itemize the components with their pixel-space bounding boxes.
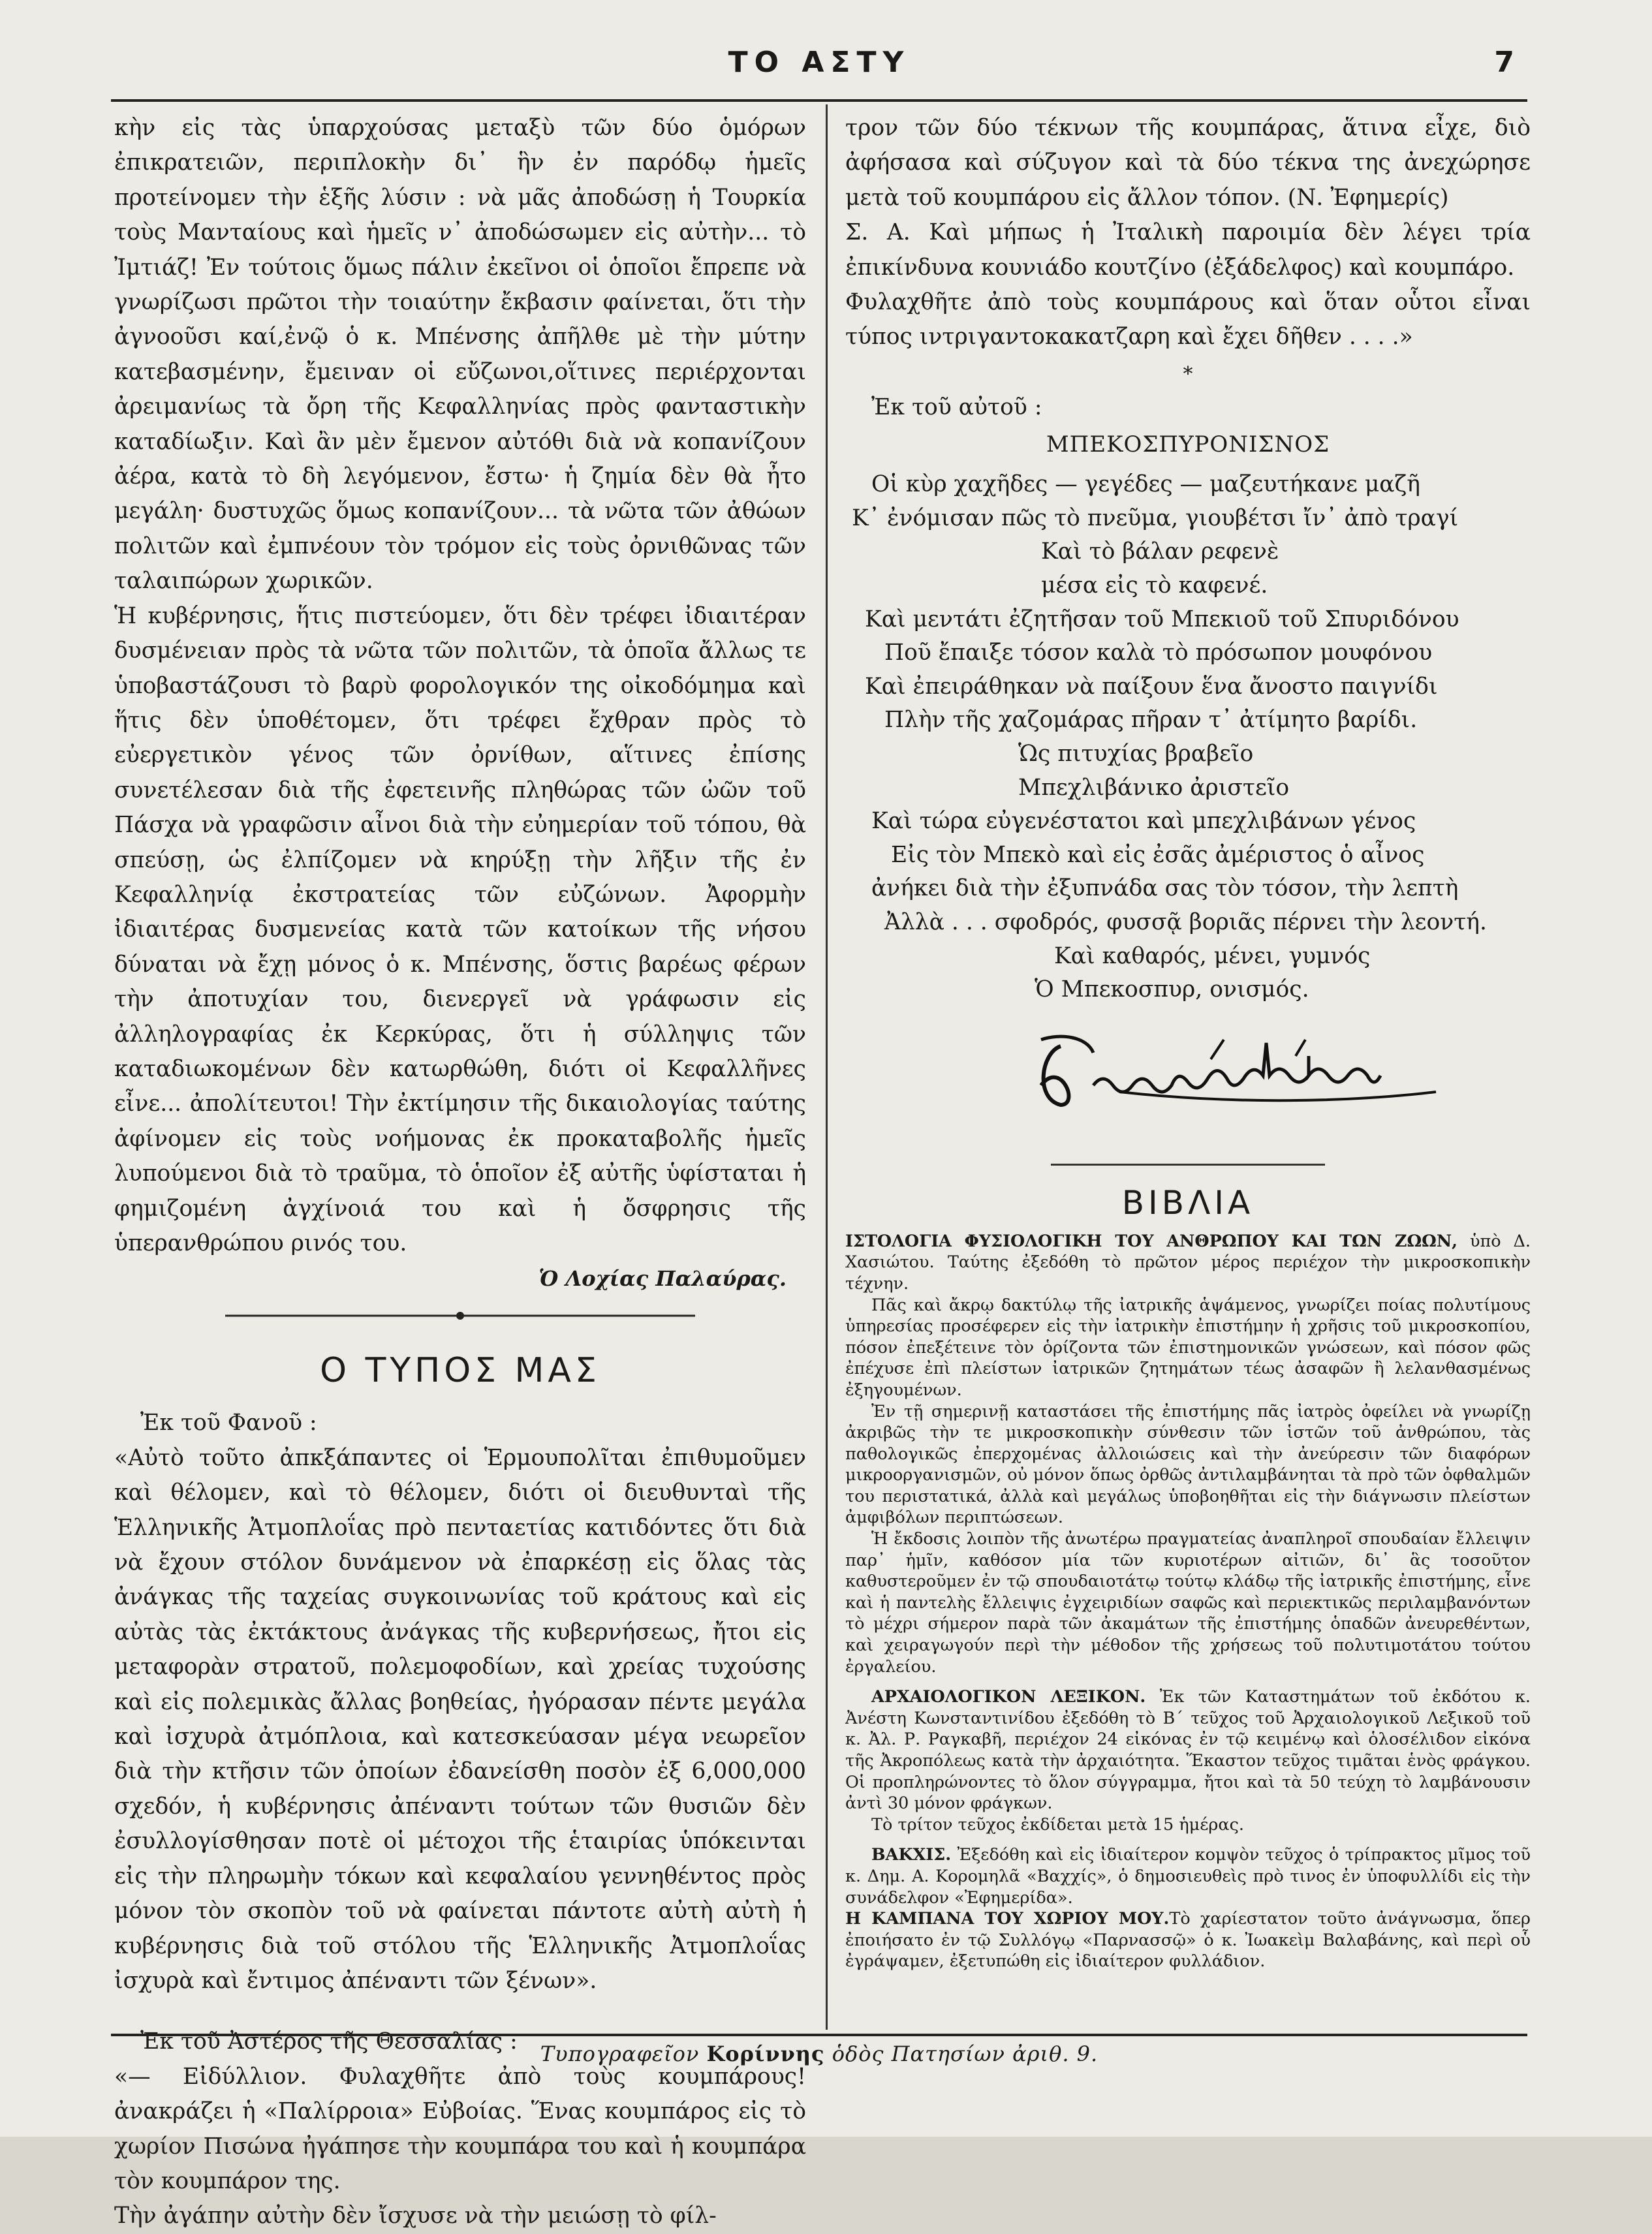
footer-rule	[111, 2034, 1527, 2036]
column-divider	[826, 104, 828, 2030]
poem-line: Ποῦ ἔπαιξε τόσον καλὰ τὸ πρόσωπον μουφόνου	[884, 640, 1433, 666]
article-paragraph: κὴν εἰς τὰς ὑπαρχούσας μεταξὺ τῶν δύο ὁμόρων ἐπικρατειῶν, περιπλοκὴν δι᾽ ἣν ἐν παρόδῳ ἡμεῖς προτείνομεν τὴν ἑξῆς λύσιν : νὰ μᾶς ἀποδώσῃ ἡ Τουρκία τοὺς Μανταίους καὶ ἡμεῖς ν᾽ ἀποδώσωμεν εἰς αὐτὴν... τὸ Ἰμτιάζ! Ἐν τούτοις ὅμως πάλιν ἐκεῖνοι οἱ ὁποῖοι ἔπρεπε νὰ γνωρίζωσι πρῶτοι τὴν τοιαύτην ἔκβασιν φαίνεται, ὅτι τὴν ἀγνοοῦσι καί,ἐνῷ ὁ κ. Μπένσης ἀπῆλθε μὲ τὴν μύτην κατεβασμένην, ἔμειναν οἱ εὔζωνοι,οἵτινες περιέρχονται ἀρειμανίως τὰ ὄρη τῆς Κεφαλληνίας πρὸς φανταστικὴν καταδίωξιν. Καὶ ἂν μὲν ἔμενον αὐτόθι διὰ νὰ κοπανίζουν ἀέρα, κατὰ τὸ δὴ λεγόμενον, ἔστω· ἡ ζημία δὲν θὰ ἦτο μεγάλη· δυστυχῶς ὅμως κοπανίζουν... τὰ νῶτα τῶν ἀθώων πολιτῶν καὶ ἐμπνέουν τὸν τρόμον εἰς τοὺς ὀρνιθῶνας τῶν ταλαιπώρων χωρικῶν.	[114, 115, 806, 595]
footer-printer-name: Κορίννης	[706, 2041, 825, 2066]
books-title: ΒΙΒΛΙΑ	[1121, 1183, 1255, 1222]
book-entry	[845, 1908, 1531, 1972]
poem-title: ΜΠΕΚΟΣΠΥΡΟΝΙΣΝΟΣ	[1046, 431, 1330, 458]
poem-line: Ἀλλὰ . . . σφοδρός, φυσσᾷ βοριᾶς πέρνει τὴν λεοντή.	[884, 908, 1487, 935]
footer-address: ὁδὸς Πατησίων ἀριθ. 9.	[832, 2041, 1099, 2066]
book-entry	[845, 1231, 1531, 1295]
books-section	[845, 1231, 1531, 1972]
article-paragraph: Σ. Α. Καὶ μήπως ἡ Ἰταλικὴ παροιμία δὲν λέγει τρία ἐπικίνδυνα κουνιάδο κουτζίνο (ἐξάδελφος) καὶ κουμπάρο.	[845, 219, 1531, 281]
left-column	[114, 111, 806, 2234]
book-entry	[845, 1844, 1531, 1908]
poem-line: ἀνήκει διὰ τὴν ἐξυπνάδα σας τὸν τόσον, τὴν λεπτὴ	[871, 875, 1459, 902]
poem-line: Μπεχλιβάνικο ἀριστεῖο	[1018, 774, 1290, 801]
article-paragraph: Φυλαχθῆτε ἀπὸ τοὺς κουμπάρους καὶ ὅταν οὗτοι εἶναι τύπος ιντριγαντοκακατζαρη καὶ ἔχει δῆθεν . . . .»	[845, 289, 1531, 350]
poem-line: Πλὴν τῆς χαζομάρας πῆραν τ᾽ ἀτίμητο βαρίδι.	[884, 707, 1418, 734]
poem-line: μέσα εἰς τὸ καφενέ.	[1041, 572, 1268, 599]
article-paragraph: «Αὐτὸ τοῦτο ἀπκξάπαντες οἱ Ἑρμουπολῖται ἐπιθυμοῦμεν καὶ θέλομεν, καὶ τὸ θέλομεν, διότι οἱ διευθυνταὶ τῆς Ἑλληνικῆς Ἀτμοπλοΐας πρὸ πενταετίας κατιδόντες ὅτι διὰ νὰ ἔχουν στόλον δυνάμενον νὰ ἐπαρκέσῃ εἰς ὅλας τὰς ἀνάγκας τῆς ταχείας συγκοινωνίας τοῦ κράτους καὶ εἰς αὐτὰς τὰς ἐκτάκτους ἀνάγκας τῆς κυβερνήσεως, ἤτοι εἰς μεταφορὰν στρατοῦ, πολεμοφοδίων, καὶ χρείας τυχούσης καὶ εἰς πολεμικὰς ἄλλας βοηθείας, ἠγόρασαν πέντε μεγάλα καὶ ἰσχυρὰ ἀτμόπλοια, καὶ κατεσκεύασαν μέγα νεωρεῖον διὰ τὴν κτῆσιν τῶν ὁποίων ἐδανείσθη ποσὸν ἐξ 6,000,000 σχεδόν, ἡ κυβέρνησις ἀπέναντι τούτων τῶν θυσιῶν δὲν ἐσυλλογίσθησαν ποτὲ οἱ μέτοχοι τῆς ἑταιρίας ὑπόκεινται εἰς τὴν πληρωμὴν τόκων καὶ κεφαλαίου γεννηθέντος πρὸς μόνον τὸν σκοπὸν τοῦ νὰ φαίνεται πάντοτε αὐτὴ αὐτὴ ἡ κυβέρνησις διὰ τοῦ στόλου τῆς Ἑλληνικῆς Ἀτμοπλοΐας ἰσχυρὰ καὶ ἔντιμος ἀπέναντι τῶν ξένων».	[114, 1444, 806, 1994]
poem-line: Κ᾽ ἐνόμισαν πῶς τὸ πνεῦμα, γιουβέτσι ἴν᾽ ἀπὸ τραγί	[852, 504, 1459, 531]
book-entry-body: Τὸ χαρίεστατον τοῦτο ἀνάγνωσμα, ὅπερ ἐποιήσατο ἐν τῷ Συλλόγῳ «Παρνασσῷ» ὁ κ. Ἰωακεὶμ Βαλαβάνης, καὶ περὶ οὗ ἐγράψαμεν, ἐξετυπώθη εἰς ἰδιαίτερον φυλλάδιον.	[845, 1909, 1531, 1972]
footer-prefix: Τυπογραφεῖον	[540, 2041, 700, 2066]
masthead-title: ΤΟ ΑΣΤΥ	[728, 46, 911, 79]
poem-line: Καὶ τώρα εὐγενέστατοι καὶ μπεχλιβάνων γένος	[871, 808, 1416, 835]
handwritten-signature	[845, 1007, 1531, 1138]
separator-star: *	[1183, 362, 1193, 386]
book-entry-head: ΙΣΤΟΛΟΓΙΑ ΦΥΣΙΟΛΟΓΙΚΗ ΤΟΥ ΑΝΘΡΩΠΟΥ ΚΑΙ ΤΩΝ ΖΩΩΝ,	[845, 1231, 1458, 1251]
article-paragraph: Τὴν ἀγάπην αὐτὴν δὲν ἴσχυσε νὰ τὴν μειώσῃ τὸ φίλ-	[114, 2203, 717, 2229]
book-entry-head: ΒΑΚΧΙΣ.	[871, 1845, 952, 1865]
poem-line: Καὶ τὸ βάλαν ρεφενὲ	[1041, 538, 1279, 565]
book-entry-body: Ἐκ τῶν Καταστημάτων τοῦ ἐκδότου κ. Ἀνέστη Κωνσταντινίδου ἐξεδόθη τὸ Β΄ τεῦχος τοῦ Ἀρχαιολογικοῦ Λεξικοῦ τοῦ κ. Ἀλ. Ρ. Ραγκαβῆ, περιέχον 24 εἰκόνας ἐν τῷ κειμένῳ καὶ ὁλοσέλιδον εἰκόνα τῆς Ἀκροπόλεως κατὰ τὴν ἀρχαιότητα. Ἕκαστον τεῦχος τιμᾶται ἑνὸς φράγκου. Οἱ προπληρώνοντες τὸ ὅλον σύγγραμμα, ἤτοι καὶ τὰ 50 τεύχη τὸ λαμβάνουσιν ἀντὶ 30 μόνον φράγκων.	[845, 1687, 1531, 1814]
source-line: Ἐκ τοῦ αὐτοῦ :	[871, 394, 1042, 420]
article-paragraph: τρον τῶν δύο τέκνων τῆς κουμπάρας, ἅτινα εἶχε, διὸ ἀφήσασα καὶ σύζυγον καὶ τὰ δύο τέκνα της ἀνεχώρησε μετὰ τοῦ κουμπάρου εἰς ἄλλον τόπον. (Ν. Ἐφημερίς)	[845, 115, 1531, 211]
printer-footer	[111, 2041, 1527, 2066]
book-entry	[845, 1814, 1531, 1836]
book-entry	[845, 1686, 1531, 1814]
book-entry-body: ὑπὸ Δ. Χασιώτου. Ταύτης ἐξεδόθη τὸ πρῶτον μέρος περιέχον τὴν μικροσκοπικὴν τέχνην.	[845, 1231, 1531, 1294]
header-rule	[111, 99, 1527, 102]
book-entry-body: Ἐν τῇ σημερινῇ καταστάσει τῆς ἐπιστήμης πᾶς ἰατρὸς ὀφείλει νὰ γνωρίζῃ ἀκριβῶς τὴν τε μικροσκοπικὴν σύνθεσιν τῶν ἱστῶν τοῦ ἀνθρώπου, τὰς παθολογικῶς ἐπερχομένας ἀλλοιώσεις καὶ τὴν ἀνεύρεσιν τῶν διαφόρων μικροοργανισμῶν, οὐ μόνον ὅπως ὀρθῶς ἀντιλαμβάνηται τὰ πρὸ τῶν ὀφθαλμῶν του περιστατικά, ἀλλὰ καὶ μεγάλως ὑποβοηθῆται εἰς τὴν διάγνωσιν πλείστων ἀμφιβόλων περιπτώσεων.	[845, 1401, 1531, 1528]
book-entry-body: Ἐξεδόθη καὶ εἰς ἰδιαίτερον κομψὸν τεῦχος ὁ τρίπρακτος μῖμος τοῦ κ. Δημ. Α. Κορομηλᾶ «Βαχχίς», ὁ δημοσιευθεὶς πρὸ τινος ἐν ὑποφυλλίδι εἰς τὴν συνάδελφον «Ἐφημερίδα».	[845, 1845, 1531, 1908]
poem-line: Οἱ κὺρ χαχῆδες — γεγέδες — μαζευτήκανε μαζῆ	[871, 471, 1420, 498]
poem-line: Ὁ Μπεκοσπυρ, ονισμός.	[1035, 976, 1309, 1003]
article-paragraph: «— Εἰδύλλιον. Φυλαχθῆτε ἀπὸ τοὺς κουμπάρους! ἀνακράζει ἡ «Παλίρροια» Εὐβοίας. Ἕνας κουμπάρος εἰς τὸ χωρίον Πισώνα ἠγάπησε τὴν κουμπάρα του καὶ ἡ κουμπάρα τὸν κουμπάρον της.	[114, 2063, 806, 2194]
book-entry-body: Ἡ ἔκδοσις λοιπὸν τῆς ἀνωτέρω πραγματείας ἀναπληροῖ σπουδαίαν ἔλλειψιν παρ᾽ ἡμῖν, καθόσον μία τῶν κυριοτέρων αἰτιῶν, δι᾽ ἃς τοσοῦτον καθυστεροῦμεν ἐν τῷ σπουδαιοτάτῳ τούτῳ κλάδῳ τῆς ἰατρικῆς ἐπιστήμης, εἶνε καὶ ἡ παντελὴς ἔλλειψις ἐγχειριδίων σαφῶς καὶ περιεκτικῶς περιλαμβανόντων τὸ μέχρι σήμερον παρὰ τῶν ἀκαμάτων τῆς ἐπιστήμης ὁπαδῶν ἀνευρεθέντων, καὶ χειραγωγούν περὶ τὴν μέθοδον τῆς χρήσεως τοῦ πολυτιμοτάτου τούτου ἐργαλείου.	[845, 1529, 1531, 1677]
poem-line: Εἰς τὸν Μπεκὸ καὶ εἰς ἐσᾶς ἀμέριστος ὁ αἶνος	[891, 841, 1425, 868]
source-line: Ἐκ τοῦ Ἀστέρος τῆς Θεσσαλίας :	[140, 2028, 518, 2055]
right-column	[845, 111, 1531, 1972]
page-header	[111, 46, 1527, 91]
poem-line: Ὡς πιτυχίας βραβεῖο	[1018, 741, 1254, 767]
poem-line: Καὶ καθαρός, μένει, γυμνός	[1054, 942, 1371, 969]
book-entry	[845, 1528, 1531, 1677]
article-signature: Ὁ Λοχίας Παλαύρας.	[538, 1266, 787, 1292]
book-entry	[845, 1401, 1531, 1529]
poem-line: Καὶ ἐπειράθηκαν νὰ παίξουν ἕνα ἄνοστο παιγνίδι	[865, 673, 1438, 700]
page-number: 7	[1494, 46, 1514, 79]
article-paragraph: Ἡ κυβέρνησις, ἥτις πιστεύομεν, ὅτι δὲν τρέφει ἰδιαιτέραν δυσμένειαν πρὸς τὰ νῶτα τῶν πολιτῶν, τὰ ὁποῖα ἄλλως τε ὑποβαστάζουσι τὸ βαρὺ φορολογικόν της οἰκοδόμημα καὶ ἥτις δὲν ὑποθέτομεν, ὅτι τρέφει ἔχθραν πρὸς τὸ εὐεργετικὸν γένος τῶν ὀρνίθων, αἵτινες ἐπίσης συνετέλεσαν διὰ τῆς ἐφετεινῆς πληθώρας τῶν ὠῶν τοῦ Πάσχα νὰ γραφῶσιν αἶνοι διὰ τὴν εὐημερίαν τοῦ τόπου, θὰ σπεύσῃ, ὡς ἐλπίζομεν νὰ κηρύξῃ τὴν λῆξιν τῆς ἐν Κεφαλληνίᾳ ἐκστρατείας τῶν εὐζώνων. Ἀφορμὴν ἰδιαιτέρας δυσμενείας κατὰ τῶν κατοίκων τῆς νήσου δύναται νὰ ἔχῃ μόνος ὁ κ. Μπένσης, ὅστις βαρέως φέρων τὴν ἀποτυχίαν του, διενεργεῖ νὰ γράφωσιν εἰς ἀλληλογραφίας ἐκ Κερκύρας, ὅτι ἡ σύλληψις τῶν καταδιωκομένων δὲν κατωρθώθη, διότι οἱ Κεφαλλῆνες εἶνε... ἀπολίτευτοι! Τὴν ἐκτίμησιν τῆς δικαιολογίας ταύτης ἀφίνομεν εἰς τοὺς νοήμονας ἐκ προκαταβολῆς ἡμεῖς λυπούμενοι διὰ τὸ τραῦμα, τὸ ὁποῖον ἐξ αὐτῆς ὑφίσταται ἡ φημιζομένη ἀγχίνοιά του καὶ ἡ ὄσφρησις τῆς ὑπερανθρώπου ρινός του.	[114, 602, 806, 1256]
book-entry	[845, 1295, 1531, 1401]
section-divider	[114, 1296, 806, 1335]
book-entry-head: Η ΚΑΜΠΑΝΑ ΤΟΥ ΧΩΡΙΟΥ ΜΟΥ.	[845, 1909, 1170, 1929]
book-entry-body: Πᾶς καὶ ἄκρῳ δακτύλῳ τῆς ἰατρικῆς ἁψάμενος, γνωρίζει ποίας πολυτίμους ὑπηρεσίας προσέφερεν εἰς τὴν ἰατρικὴν ἐπιστήμην ἡ χρῆσις τοῦ μικροσκοπίου, πόσον ἐπεξέτεινε τὸν ὁρίζοντα τῶν ἐπιστημονικῶν γνώσεων, καὶ πόσον φῶς ἐπέχυσε ἐπὶ πλείστων ἰατρικῶν ζητημάτων τέως ἀσαφῶν ἢ λελανθασμένως ἐξηγουμένων.	[845, 1295, 1531, 1400]
poem-line: Καὶ μεντάτι ἐζητῆσαν τοῦ Μπεκιοῦ τοῦ Σπυριδόνου	[865, 606, 1459, 632]
source-line: Ἐκ τοῦ Φανοῦ :	[140, 1410, 317, 1436]
book-entry-head: ΑΡΧΑΙΟΛΟΓΙΚΟΝ ΛΕΞΙΚΟΝ.	[871, 1687, 1146, 1707]
poem	[845, 468, 1531, 1007]
book-entry-body: Τὸ τρίτον τεῦχος ἐκδίδεται μετὰ 15 ἡμέρας.	[871, 1814, 1245, 1835]
section-title: Ο ΤΥΠΟΣ ΜΑΣ	[320, 1351, 600, 1391]
